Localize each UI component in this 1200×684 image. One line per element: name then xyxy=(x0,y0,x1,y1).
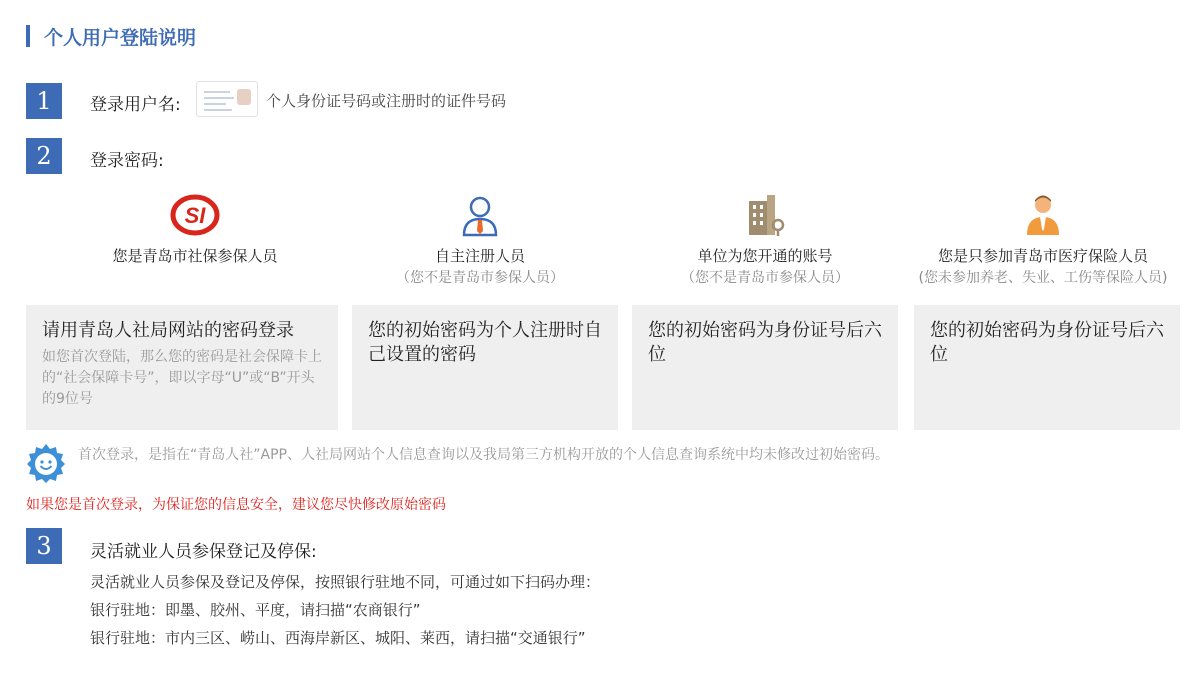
title-accent-bar xyxy=(26,25,30,47)
security-warning: 如果您是首次登录，为保证您的信息安全，建议您尽快修改原始密码 xyxy=(26,497,446,513)
role-sub: （您不是青岛市参保人员） xyxy=(681,270,849,286)
role-employer-account xyxy=(610,193,920,289)
role-name: 单位为您开通的账号 xyxy=(697,247,833,265)
role-sub: （您不是青岛市参保人员） xyxy=(396,270,564,286)
section3-intro: 灵活就业人员参保及登记及停保，按照银行驻地不同，可通过如下扫码办理： xyxy=(90,573,601,591)
role-name: 您是青岛市社保参保人员 xyxy=(112,247,278,265)
role-medical-only xyxy=(888,193,1198,289)
step-2-badge: 2 xyxy=(26,138,62,174)
role-sub: (您未参加养老、失业、工伤等保险人员) xyxy=(918,270,1168,286)
section3-bank-line-2: 银行驻地：市内三区、崂山、西海岸新区、城阳、莱西，请扫描“交通银行” xyxy=(90,629,586,647)
role-self-registered xyxy=(325,193,635,289)
section3-bank-line-1: 银行驻地：即墨、胶州、平度，请扫描“农商银行” xyxy=(90,601,421,619)
step-2-label: 登录密码: xyxy=(90,151,164,171)
first-login-notice: 首次登录，是指在“青岛人社”APP、人社局网站个人信息查询以及我局第三方机构开放的个人信息查询系统中均未修改过初始密码。 xyxy=(78,447,889,463)
role-name: 您是只参加青岛市医疗保险人员 xyxy=(937,247,1148,265)
step-1-badge: 1 xyxy=(26,83,62,119)
step-1-label: 登录用户名: xyxy=(90,95,181,115)
person-icon xyxy=(325,193,635,237)
password-card-medical xyxy=(914,305,1180,430)
username-note: 个人身份证号码或注册时的证件号码 xyxy=(266,92,507,110)
building-icon xyxy=(610,193,920,237)
page-title xyxy=(26,24,196,48)
id-card-icon xyxy=(196,81,258,117)
password-card-self-registered xyxy=(352,305,618,430)
si-logo-icon xyxy=(40,193,350,237)
card-desc-text: 如您首次登陆，那么您的密码是社会保障卡上的“社会保障卡号”，即以字母“U”或“B”开头的9位号 xyxy=(42,349,322,407)
worker-icon xyxy=(888,193,1198,237)
card-main-text: 请用青岛人社局网站的密码登录 xyxy=(42,320,294,341)
role-name: 自主注册人员 xyxy=(434,247,525,265)
step-3-label: 灵活就业人员参保登记及停保: xyxy=(90,542,317,562)
step-3-badge: 3 xyxy=(26,528,62,564)
card-main-text: 您的初始密码为个人注册时自己设置的密码 xyxy=(368,320,602,365)
page-title-text: 个人用户登陆说明 xyxy=(44,26,197,49)
role-social-insured xyxy=(40,193,350,267)
password-card-employer xyxy=(632,305,898,430)
password-card-social xyxy=(26,305,338,430)
svg-text:SI: SI xyxy=(184,203,206,228)
card-main-text: 您的初始密码为身份证号后六位 xyxy=(648,320,882,365)
card-main-text: 您的初始密码为身份证号后六位 xyxy=(930,320,1164,365)
smiley-icon xyxy=(26,443,66,483)
